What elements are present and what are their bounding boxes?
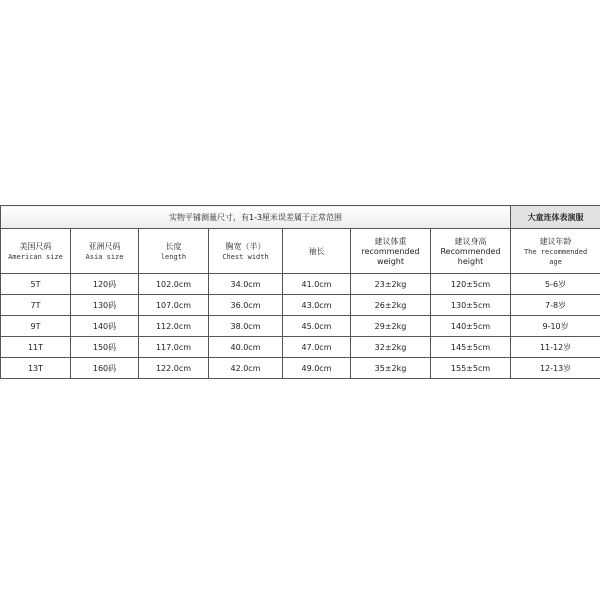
- cell-asia-size: 150码: [71, 337, 139, 358]
- header-weight-en2: weight: [377, 256, 404, 266]
- cell-age: 7-8岁: [511, 295, 600, 316]
- header-asia-size-en: Asia size: [85, 252, 124, 261]
- product-brand-label: 大童连体表演服: [511, 206, 600, 229]
- cell-sleeve: 49.0cm: [283, 358, 351, 379]
- cell-chest: 40.0cm: [209, 337, 283, 358]
- cell-length: 122.0cm: [139, 358, 209, 379]
- header-us-size-en: American size: [8, 252, 63, 261]
- cell-age: 11-12岁: [511, 337, 600, 358]
- header-age: [511, 229, 600, 274]
- table-row: [1, 274, 600, 295]
- header-us-size: [1, 229, 71, 274]
- header-chest-cn: 胸宽（半）: [225, 241, 266, 251]
- cell-age: 5-6岁: [511, 274, 600, 295]
- cell-weight: 23±2kg: [351, 274, 431, 295]
- cell-chest: 38.0cm: [209, 316, 283, 337]
- header-height: [431, 229, 511, 274]
- cell-chest: 42.0cm: [209, 358, 283, 379]
- cell-height: 120±5cm: [431, 274, 511, 295]
- header-sleeve-cn: 袖长: [308, 246, 325, 256]
- cell-length: 107.0cm: [139, 295, 209, 316]
- header-chest: [209, 229, 283, 274]
- header-weight-cn: 建议体重: [374, 236, 407, 246]
- cell-sleeve: 47.0cm: [283, 337, 351, 358]
- cell-us-size: 11T: [1, 337, 71, 358]
- cell-weight: 29±2kg: [351, 316, 431, 337]
- cell-age: 9-10岁: [511, 316, 600, 337]
- cell-sleeve: 45.0cm: [283, 316, 351, 337]
- cell-length: 102.0cm: [139, 274, 209, 295]
- cell-sleeve: 43.0cm: [283, 295, 351, 316]
- cell-height: 140±5cm: [431, 316, 511, 337]
- cell-asia-size: 160码: [71, 358, 139, 379]
- cell-height: 130±5cm: [431, 295, 511, 316]
- cell-us-size: 13T: [1, 358, 71, 379]
- cell-chest: 36.0cm: [209, 295, 283, 316]
- header-asia-size: [71, 229, 139, 274]
- cell-age: 12-13岁: [511, 358, 600, 379]
- size-chart-table: [0, 205, 600, 379]
- cell-chest: 34.0cm: [209, 274, 283, 295]
- header-height-en1: Recommended: [440, 246, 501, 256]
- header-height-cn: 建议身高: [454, 236, 487, 246]
- header-age-en1: The recommended: [523, 247, 588, 256]
- cell-sleeve: 41.0cm: [283, 274, 351, 295]
- header-us-size-cn: 美国尺码: [19, 241, 52, 251]
- measurement-notice: 实物平铺测量尺寸，有1-3厘米误差属于正常范围: [1, 206, 511, 229]
- header-length: [139, 229, 209, 274]
- cell-length: 117.0cm: [139, 337, 209, 358]
- cell-us-size: 9T: [1, 316, 71, 337]
- notice-row: [1, 206, 600, 229]
- cell-weight: 32±2kg: [351, 337, 431, 358]
- cell-height: 155±5cm: [431, 358, 511, 379]
- cell-weight: 26±2kg: [351, 295, 431, 316]
- cell-height: 145±5cm: [431, 337, 511, 358]
- header-chest-en: Chest width: [222, 252, 269, 261]
- header-row: [1, 229, 600, 274]
- cell-us-size: 7T: [1, 295, 71, 316]
- header-weight: [351, 229, 431, 274]
- cell-us-size: 5T: [1, 274, 71, 295]
- header-asia-size-cn: 亚洲尺码: [88, 241, 121, 251]
- header-sleeve: [283, 229, 351, 274]
- cell-asia-size: 130码: [71, 295, 139, 316]
- header-age-en2: age: [549, 257, 562, 266]
- cell-asia-size: 120码: [71, 274, 139, 295]
- table-row: [1, 295, 600, 316]
- table-row: [1, 337, 600, 358]
- header-length-cn: 长度: [165, 241, 182, 251]
- header-height-en2: height: [457, 256, 484, 266]
- header-weight-en1: recommended: [361, 246, 420, 256]
- header-age-cn: 建议年龄: [539, 236, 572, 246]
- cell-length: 112.0cm: [139, 316, 209, 337]
- cell-weight: 35±2kg: [351, 358, 431, 379]
- table-row: [1, 358, 600, 379]
- cell-asia-size: 140码: [71, 316, 139, 337]
- table-row: [1, 316, 600, 337]
- header-length-en: length: [160, 252, 187, 261]
